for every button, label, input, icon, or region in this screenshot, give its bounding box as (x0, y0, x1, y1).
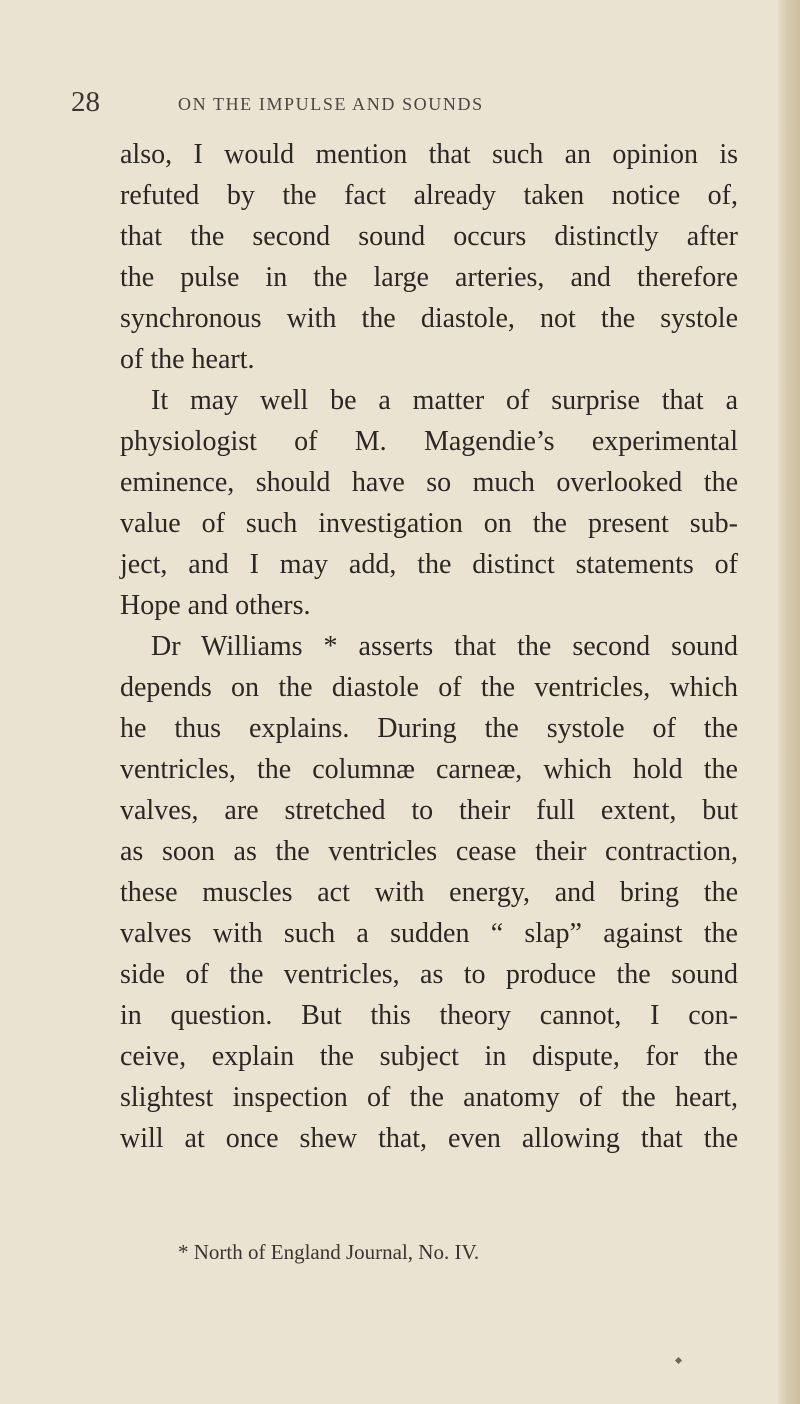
body-line: valves, are stretched to their full extent, but (120, 795, 738, 826)
body-line: slightest inspection of the anatomy of the heart, (120, 1082, 738, 1113)
body-line: Hope and others. (120, 590, 311, 621)
body-line: physiologist of M. Magendie’s experimental (120, 426, 738, 457)
body-line: synchronous with the diastole, not the systole (120, 303, 738, 334)
body-line: also, I would mention that such an opinion is (120, 139, 738, 170)
body-line: that the second sound occurs distinctly after (120, 221, 738, 252)
body-line: refuted by the fact already taken notice of, (120, 180, 738, 211)
body-line: ceive, explain the subject in dispute, for the (120, 1041, 738, 1072)
body-line: ject, and I may add, the distinct statements of (120, 549, 738, 580)
body-line: of the heart. (120, 344, 255, 375)
page-number: 28 (71, 86, 100, 118)
body-line: the pulse in the large arteries, and therefore (120, 262, 738, 293)
running-head: ON THE IMPULSE AND SOUNDS (178, 94, 484, 114)
body-line: It may well be a matter of surprise that a (151, 385, 738, 416)
body-line: valves with such a sudden “ slap” against the (120, 918, 738, 949)
body-line: value of such investigation on the present sub- (120, 508, 738, 539)
body-line: Dr Williams * asserts that the second sound (151, 631, 738, 662)
body-line: side of the ventricles, as to produce the sound (120, 959, 738, 990)
footnote: * North of England Journal, No. IV. (178, 1240, 480, 1264)
ink-speck (675, 1357, 682, 1364)
body-line: in question. But this theory cannot, I con- (120, 1000, 738, 1031)
body-line: these muscles act with energy, and bring the (120, 877, 738, 908)
body-line: will at once shew that, even allowing that the (120, 1123, 738, 1154)
body-line: he thus explains. During the systole of the (120, 713, 738, 744)
body-line: depends on the diastole of the ventricles, which (120, 672, 738, 703)
body-line: eminence, should have so much overlooked the (120, 467, 738, 498)
body-line: as soon as the ventricles cease their contraction, (120, 836, 738, 867)
body-line: ventricles, the columnæ carneæ, which hold the (120, 754, 738, 785)
page-spine-shadow (778, 0, 800, 1404)
